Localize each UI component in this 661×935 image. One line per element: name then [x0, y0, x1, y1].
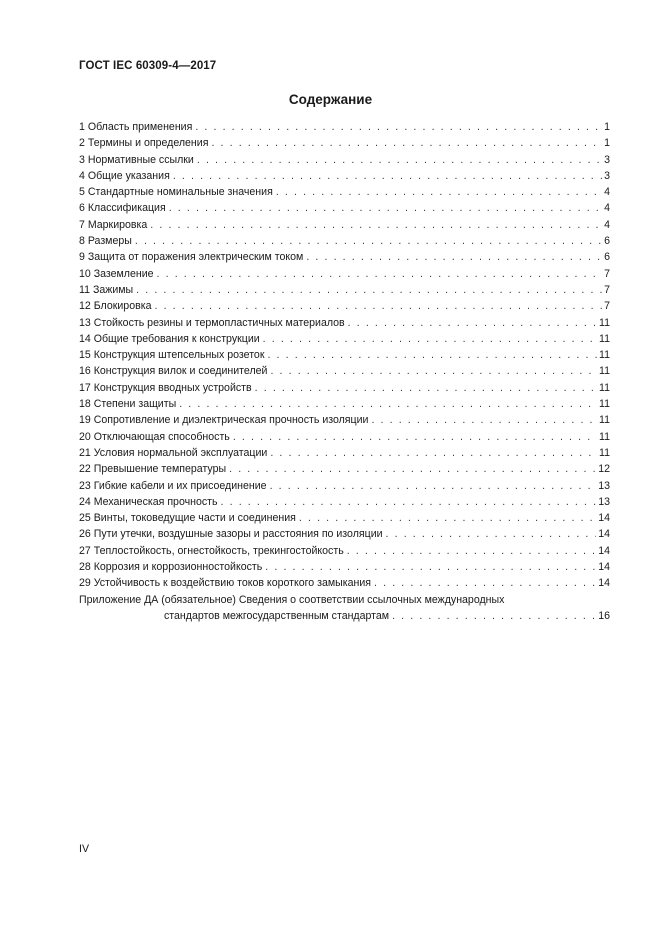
toc-dot-leader	[270, 445, 597, 461]
toc-dot-leader	[233, 429, 597, 445]
toc-entry-title: 11 Зажимы	[79, 283, 134, 296]
toc-entry-title: 5 Стандартные номинальные значения	[79, 186, 273, 199]
toc-entry-page-number: 11	[599, 398, 610, 411]
toc-entry-page-number: 11	[599, 430, 610, 443]
toc-dot-leader	[374, 575, 596, 591]
toc-entry[interactable]	[79, 478, 610, 494]
toc-dot-leader	[195, 119, 602, 135]
toc-entry[interactable]	[79, 380, 610, 396]
toc-entry[interactable]	[79, 233, 610, 249]
toc-entry-title: 17 Конструкция вводных устройств	[79, 381, 252, 394]
toc-dot-leader	[267, 347, 597, 363]
toc-entry-page-number: 7	[604, 267, 610, 280]
toc-entry-title: 22 Превышение температуры	[79, 463, 227, 476]
toc-annex-title-line1: Приложение ДА (обязательное) Сведения о соответствии ссылочных международных	[79, 593, 505, 606]
toc-annex-title-line2: стандартов межгосударственным стандартам	[164, 609, 390, 622]
toc-entry[interactable]	[79, 249, 610, 265]
toc-entry-page-number: 11	[599, 414, 610, 427]
toc-entry[interactable]	[79, 559, 610, 575]
toc-dot-leader	[265, 559, 596, 575]
toc-entry-page-number: 13	[598, 479, 610, 492]
toc-entry-title: 27 Теплостойкость, огнестойкость, трекингостойкость	[79, 544, 344, 557]
toc-entry-page-number: 11	[599, 316, 610, 329]
toc-entry-title: 3 Нормативные ссылки	[79, 153, 194, 166]
toc-entry-page-number: 14	[598, 528, 610, 541]
toc-entry-title: 20 Отключающая способность	[79, 430, 230, 443]
toc-entry[interactable]	[79, 461, 610, 477]
toc-entry[interactable]	[79, 510, 610, 526]
toc-entry-page-number: 11	[599, 446, 610, 459]
toc-dot-leader	[347, 543, 596, 559]
toc-dot-leader	[371, 412, 597, 428]
toc-dot-leader	[157, 266, 603, 282]
toc-dot-leader	[136, 282, 602, 298]
toc-dot-leader	[179, 396, 597, 412]
toc-entry[interactable]	[79, 396, 610, 412]
toc-entry-page-number: 6	[604, 235, 610, 248]
toc-dot-leader	[263, 331, 597, 347]
toc-entry[interactable]	[79, 135, 610, 151]
toc-dot-leader	[211, 135, 602, 151]
toc-entry-title: 28 Коррозия и коррозионностойкость	[79, 561, 263, 574]
toc-entry[interactable]	[79, 168, 610, 184]
toc-dot-leader	[197, 152, 602, 168]
toc-entry[interactable]	[79, 282, 610, 298]
toc-entry-page-number: 4	[604, 218, 610, 231]
toc-entry-page-number: 1	[604, 137, 610, 150]
toc-entry-annex-continued[interactable]	[79, 608, 610, 624]
toc-entry[interactable]	[79, 543, 610, 559]
toc-entry[interactable]	[79, 315, 610, 331]
toc-entry[interactable]	[79, 217, 610, 233]
toc-dot-leader	[306, 249, 602, 265]
toc-entry-title: 19 Сопротивление и диэлектрическая прочность изоляции	[79, 414, 369, 427]
toc-entry[interactable]	[79, 184, 610, 200]
toc-entry-page-number: 14	[598, 577, 610, 590]
toc-entry-page-number: 14	[598, 561, 610, 574]
toc-entry-title: 29 Устойчивость к воздействию токов короткого замыкания	[79, 577, 372, 590]
toc-entry-page-number: 11	[599, 349, 610, 362]
toc-entry-title: 4 Общие указания	[79, 169, 170, 182]
standard-designation: ГОСТ IEC 60309-4—2017	[79, 60, 217, 72]
toc-entry[interactable]	[79, 412, 610, 428]
toc-dot-leader	[348, 315, 597, 331]
toc-entry-page-number: 6	[604, 251, 610, 264]
toc-entry-page-number: 1	[604, 121, 610, 133]
toc-entry-title: 10 Заземление	[79, 267, 154, 280]
toc-entry-page-number: 7	[604, 283, 610, 296]
toc-dot-leader	[386, 526, 597, 542]
toc-title: Содержание	[288, 92, 373, 107]
toc-entry-page-number: 12	[598, 463, 610, 476]
toc-entry[interactable]	[79, 298, 610, 314]
toc-dot-leader	[299, 510, 596, 526]
toc-dot-leader	[229, 461, 596, 477]
toc-dot-leader	[270, 363, 597, 379]
toc-entry[interactable]	[79, 347, 610, 363]
toc-entry-title: 13 Стойкость резины и термопластичных материалов	[79, 316, 345, 329]
toc-entry[interactable]	[79, 494, 610, 510]
toc-entry-title: 8 Размеры	[79, 235, 132, 248]
toc-entry[interactable]	[79, 429, 610, 445]
toc-entry[interactable]	[79, 363, 610, 379]
toc-dot-leader	[392, 608, 596, 624]
toc-dot-leader	[221, 494, 597, 510]
toc-entry-title: 16 Конструкция вилок и соединителей	[79, 365, 268, 378]
toc-entry-annex[interactable]	[79, 592, 610, 608]
toc-dot-leader	[270, 478, 597, 494]
toc-entry-title: 24 Механическая прочность	[79, 495, 218, 508]
toc-entry-title: 9 Защита от поражения электрическим током	[79, 251, 304, 264]
toc-entry-page-number: 7	[604, 300, 610, 313]
toc-entry-page-number: 14	[598, 544, 610, 557]
toc-entry-page-number: 4	[604, 186, 610, 199]
toc-dot-leader	[276, 184, 602, 200]
toc-entry-title: 14 Общие требования к конструкции	[79, 332, 260, 345]
toc-entry-title: 7 Маркировка	[79, 218, 148, 231]
toc-entry[interactable]	[79, 200, 610, 216]
toc-entry[interactable]	[79, 575, 610, 591]
toc-entry[interactable]	[79, 331, 610, 347]
toc-entry-page-number: 11	[599, 381, 610, 394]
toc-entry-page-number: 4	[604, 202, 610, 215]
toc-entry-title: 23 Гибкие кабели и их присоединение	[79, 479, 267, 492]
toc-entry-title: 2 Термины и определения	[79, 137, 209, 150]
toc-entry-title: 18 Степени защиты	[79, 398, 177, 411]
toc-annex-page-number: 16	[598, 609, 610, 622]
toc-dot-leader	[173, 168, 602, 184]
toc-dot-leader	[255, 380, 597, 396]
toc-entry[interactable]	[79, 445, 610, 461]
toc-entry[interactable]	[79, 526, 610, 542]
toc-entry-title: 15 Конструкция штепсельных розеток	[79, 349, 265, 362]
toc-dot-leader	[135, 233, 602, 249]
toc-entry-page-number: 11	[599, 365, 610, 378]
table-of-contents	[79, 119, 610, 624]
toc-entry-title: 25 Винты, токоведущие части и соединения	[79, 512, 296, 525]
toc-entry[interactable]	[79, 119, 610, 135]
page-number-footer: IV	[79, 843, 90, 855]
toc-entry-page-number: 14	[598, 512, 610, 525]
toc-entry-page-number: 13	[598, 495, 610, 508]
toc-entry-page-number: 3	[604, 153, 610, 166]
toc-entry-title: 1 Область применения	[79, 121, 193, 133]
toc-entry-title: 26 Пути утечки, воздушные зазоры и расстояния по изоляции	[79, 528, 383, 541]
toc-dot-leader	[154, 298, 602, 314]
toc-entry-page-number: 3	[604, 169, 610, 182]
toc-entry-page-number: 11	[599, 332, 610, 345]
toc-entry-title: 21 Условия нормальной эксплуатации	[79, 446, 268, 459]
toc-entry-title: 6 Классификация	[79, 202, 166, 215]
toc-entry[interactable]	[79, 266, 610, 282]
toc-entry[interactable]	[79, 152, 610, 168]
toc-dot-leader	[169, 200, 602, 216]
toc-entry-title: 12 Блокировка	[79, 300, 152, 313]
toc-dot-leader	[150, 217, 602, 233]
